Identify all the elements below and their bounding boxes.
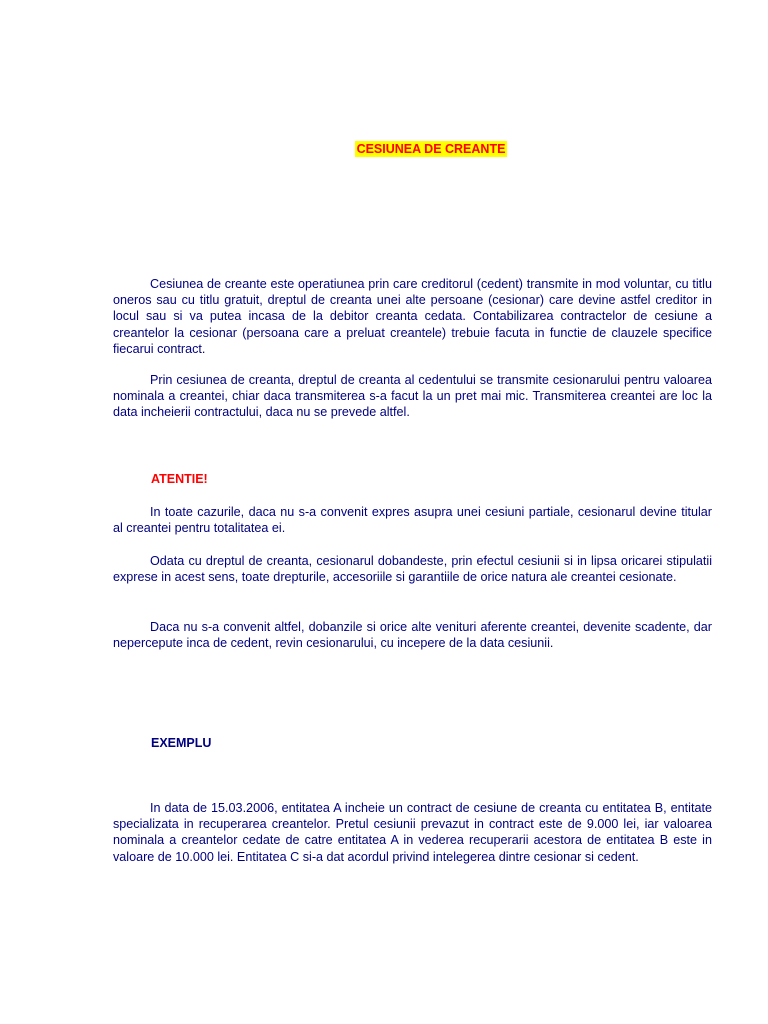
paragraph-text: Cesiunea de creante este operatiunea prin care creditorul (cedent) transmite in mod voluntar, cu titlu oneros sau cu titlu gratuit, dreptul de creanta unei alte persoane (cesionar) care devine astfel creditor in locul sau si va putea incasa de la debitor creanta cedata. Contabilizarea contractelor de cesiune a creantelor la cesionar (persoana care a preluat creantele) trebuie facuta in functie de clauzele specifice fiecarui contract. (113, 277, 712, 356)
paragraph-attention-1 (113, 504, 712, 536)
paragraph-text: In data de 15.03.2006, entitatea A incheie un contract de cesiune de creanta cu entitatea B, entitate specializata in recuperarea creantelor. Pretul cesiunii prevazut in contract este de 9.000 lei, iar valoarea nominala a creantelor cedate de catre entitatea A in vederea recuperarii acestora de entitatea B este in valoare de 10.000 lei. Entitatea C si-a dat acordul privind intelegerea dintre cesionar si cedent. (113, 801, 712, 864)
paragraph-definition (113, 276, 712, 357)
paragraph-text: In toate cazurile, daca nu s-a convenit expres asupra unei cesiuni partiale, cesionarul devine titular al creantei pentru totalitatea ei. (113, 505, 712, 536)
paragraph-text: Daca nu s-a convenit altfel, dobanzile si orice alte venituri aferente creantei, devenite scadente, dar nepercepute inca de cedent, revin cesionarului, cu incepere de la data cesiunii. (113, 620, 712, 651)
paragraph-text: Odata cu dreptul de creanta, cesionarul dobandeste, prin efectul cesiunii si in lipsa oricarei stipulatii exprese in acest sens, toate drepturile, accesoriile si garantiile de orice natura ale creantei cesionate. (113, 554, 712, 585)
document-title: CESIUNEA DE CREANTE (356, 142, 506, 156)
title-row (0, 140, 768, 158)
example-heading: EXEMPLU (151, 736, 212, 750)
paragraph-transfer (113, 372, 712, 421)
paragraph-example (113, 800, 712, 865)
paragraph-text: Prin cesiunea de creanta, dreptul de creanta al cedentului se transmite cesionarului pentru valoarea nominala a creantei, chiar daca transmiterea s-a facut la un pret mai mic. Transmiterea creantei are loc la data incheierii contractului, daca nu se prevede altfel. (113, 373, 712, 420)
paragraph-attention-2 (113, 553, 712, 585)
paragraph-attention-3 (113, 619, 712, 651)
attention-heading: ATENTIE! (151, 472, 208, 486)
